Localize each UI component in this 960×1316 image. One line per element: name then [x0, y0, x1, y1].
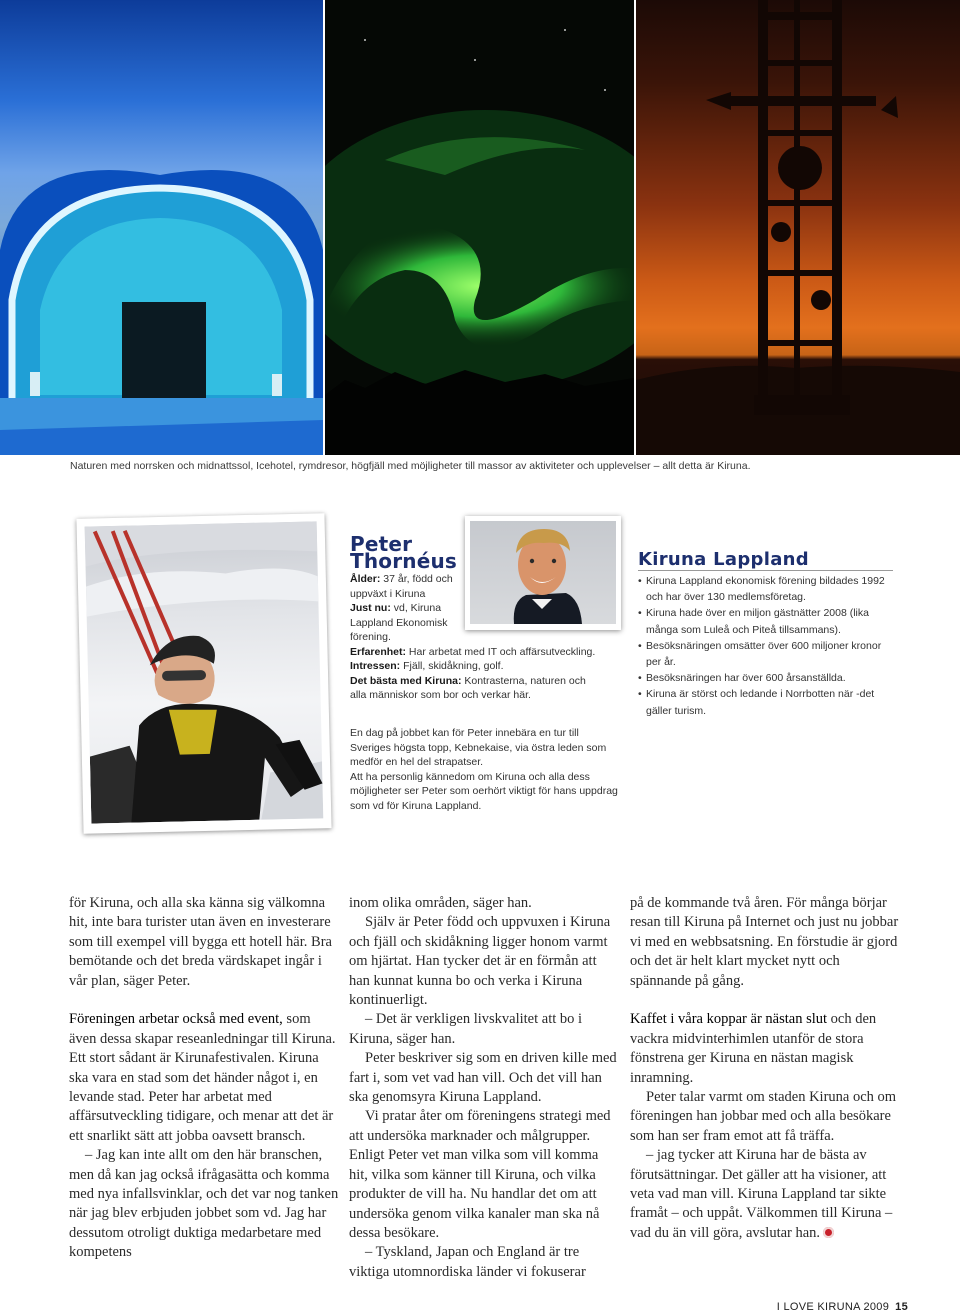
- paragraph: – Tyskland, Japan och England är tre viktiga utomnordiska länder vi fokuserar: [349, 1244, 586, 1280]
- kiruna-lappland-facts: [638, 573, 896, 719]
- fact-item: • Kiruna hade över en miljon gästnätter 2008 (lika många som Luleå och Piteå tillsammans).: [638, 605, 896, 637]
- profile-last-name: Thornéus: [350, 549, 458, 573]
- paragraph: – Det är verkligen livskvalitet att bo i Kiruna, säger han.: [349, 1011, 583, 1047]
- paragraph: Föreningen arbetar också med event, som även dessa skapar reseanledningar till Kiruna. Ett stort sådant är Kirunafestivalen. Kiruna ska vara en stad som det händer något i, en levande stad. Peter har arbetat med affärsutveckling tidigare, och menar att det är ett snarlikt sätt att jobba oavsett bransch.: [69, 1011, 336, 1144]
- magazine-name: I LOVE KIRUNA 2009: [776, 1301, 890, 1313]
- paragraph: Peter talar varmt om staden Kiruna och om föreningen han jobbar med och alla besökare som han ser fram emot att få träffa.: [630, 1089, 897, 1144]
- page-footer: [777, 1301, 908, 1313]
- profile-line: Ålder: 37 år, född och: [350, 573, 453, 585]
- profile-line: Det bästa med Kiruna: Kontrasterna, naturen och: [350, 674, 586, 687]
- profile-name: [350, 532, 458, 573]
- paragraph: på de kommande två åren. För många börjar resan till Kiruna på Internet och just nu jobbar vi med en webbsatsning. En förstudie är gjord och det är helt klart mycket nytt och spännande på gång.: [630, 895, 899, 989]
- profile-line: Intressen: Fjäll, skidåkning, golf.: [350, 660, 504, 672]
- paragraph: inom olika områden, säger han.: [349, 895, 532, 911]
- kiruna-lappland-title: Kiruna Lappland: [638, 549, 809, 570]
- climber-photo: [76, 513, 331, 834]
- fact-item: • Besöksnäringen har över 600 årsanställda.: [638, 670, 896, 686]
- paragraph: Vi pratar åter om föreningens strategi med att undersöka marknader och målgrupper. Enligt Peter vet man vilka som vill komma hit, vilka som känner till Kiruna, och vilka produkter de vill ha. Nu handlar det om att undersöka genom vilka kanaler man ska nå dessa besökare.: [349, 1108, 611, 1241]
- paragraph: – Jag kan inte allt om den här branschen, men då kan jag också ifrågasätta och komma med nya infallsvinklar, och det var nog tanken när jag blev erbjuden jobbet som vd. Jag har dessutom otroligt duktiga medarbetare med kompetens: [69, 1147, 339, 1261]
- fact-item: • Besöksnäringen omsätter över 600 miljoner kronor per år.: [638, 638, 896, 670]
- profile-intro: [350, 726, 618, 814]
- profile-line: Just nu: vd, Kiruna: [350, 602, 442, 614]
- article-column-2: [349, 894, 619, 1282]
- profile-line: Erfarenhet: Har arbetat med IT och affärsutveckling.: [350, 645, 596, 658]
- paragraph: Peter beskriver sig som en driven kille med fart i, som vet vad han vill. Och det vill han ska genomsyra Kiruna Lappland.: [349, 1050, 617, 1106]
- end-mark-icon: [823, 1227, 834, 1238]
- fact-item: • Kiruna Lappland ekonomisk förening bildades 1992 och har över 130 medlemsföretag.: [638, 573, 896, 605]
- intro-paragraph: Att ha personlig kännedom om Kiruna och alla dess möjligheter ser Peter som oerhört viktigt för hans uppdrag som vd för Kiruna Lappland.: [350, 770, 618, 812]
- page-number: 15: [895, 1301, 908, 1313]
- icehotel-photo: [0, 0, 323, 455]
- photo-caption: Naturen med norrsken och midnattssol, Icehotel, rymdresor, högfjäll med möjligheter till massor av aktiviteter och upplevelser – allt detta är Kiruna.: [70, 460, 751, 472]
- profile-facts: [350, 572, 595, 703]
- profile-first-name: Peter: [350, 532, 413, 556]
- profile-line: alla människor som bor och verkar här.: [350, 689, 531, 701]
- paragraph-lead: Kaffet i våra koppar är nästan slut: [630, 1011, 828, 1028]
- profile-line: Lappland Ekonomisk: [350, 616, 448, 629]
- clock-tower-photo: [636, 0, 960, 455]
- article-column-3: [630, 894, 900, 1243]
- paragraph: för Kiruna, och alla ska känna sig välkomna hit, inte bara turister utan även en investerare som till exempel vill bygga ett hotell här. Bra bemötande och det breda värdskapet ingår i vår plan, säger Peter.: [69, 895, 332, 989]
- profile-line: förening.: [350, 631, 391, 643]
- paragraph: Själv är Peter född och uppvuxen i Kiruna och fjäll och skidåkning ligger honom varmt om hjärtat. Han tycker det är en förmån att han kunnat kunna bo och verka i Kiruna kontinuerligt.: [349, 914, 611, 1009]
- intro-paragraph: En dag på jobbet kan för Peter innebära en tur till Sveriges högsta topp, Kebnekaise, via östra leden som medför en hel del strapatser.: [350, 727, 607, 769]
- profile-line: uppväxt i Kiruna: [350, 587, 426, 600]
- paragraph-lead: Föreningen arbetar också med event,: [69, 1011, 283, 1028]
- paragraph: – jag tycker att Kiruna har de bästa av förutsättningar. Det gäller att ha visioner, att veta vad man vill. Kiruna Lappland tar sikte framåt – och uppåt. Välkommen till Kiruna – vad du än vill göra, avslutar han.: [630, 1147, 893, 1241]
- fact-item: • Kiruna är störst och ledande i Norrbotten när -det gäller turism.: [638, 686, 896, 718]
- kiruna-lappland-divider: [638, 570, 893, 571]
- paragraph: Kaffet i våra koppar är nästan slut och den vackra midvinterhimlen utanför de stora fönstrena ger Kiruna en nästan magisk inramning.: [630, 1011, 877, 1086]
- article-column-1: [69, 894, 339, 1263]
- aurora-photo: [325, 0, 634, 455]
